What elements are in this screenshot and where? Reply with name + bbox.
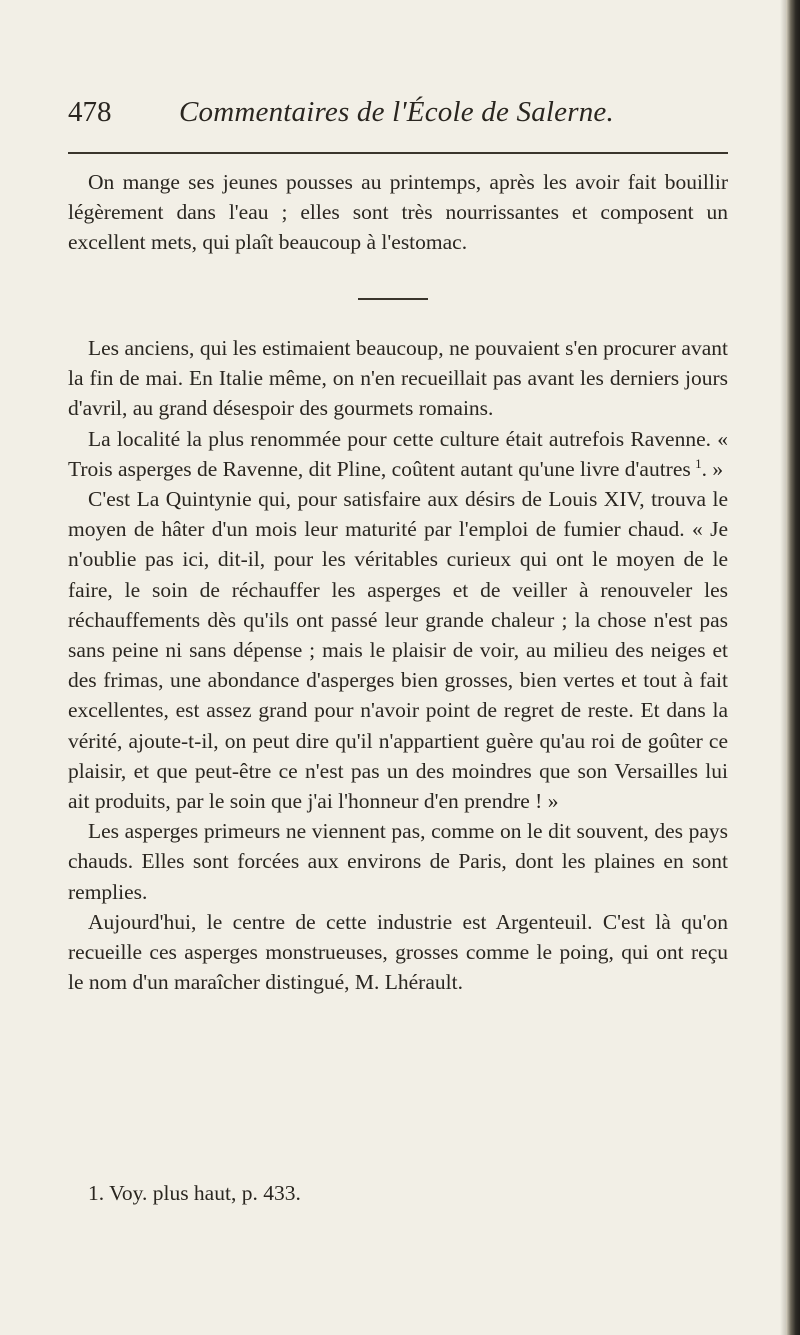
footnote: 1. Voy. plus haut, p. 433.	[88, 1181, 301, 1205]
paragraph: C'est La Quintynie qui, pour satisfaire aux désirs de Louis XIV, trouva le moyen de hâter d'un mois leur maturité par l'emploi de fumier chaud. « Je n'oublie pas ici, dit-il, pour les véritables curieux qui ont le moyen de le faire, le soin de réchauffer les asperges et de veiller à renouveler les réchauffements dès qu'ils ont passé leur grande chaleur ; la chose n'est pas sans peine ni sans dépense ; mais le plaisir de voir, au milieu des neiges et des frimas, une abondance d'asperges bien grosses, bien vertes et tout à fait excellentes, est assez grand pour n'avoir point de regret de reste. Et dans la vérité, ajoute-t-il, on peut dire qu'il n'appartient guère qu'au roi de goûter ce plaisir, et que peut-être ce n'est pas un des moindres que son Versailles lui ait produits, par le soin que j'ai l'honneur d'en prendre ! »	[68, 487, 728, 814]
text-block-main	[68, 333, 728, 997]
paragraph-text: La localité la plus renommée pour cette culture était autrefois Ravenne. « Trois asperges de Ravenne, dit Pline, coûtent autant qu'une livre d'autres	[68, 426, 728, 481]
header-rule	[68, 152, 728, 154]
page-binding-edge	[786, 0, 800, 1335]
section-separator	[358, 298, 428, 300]
page-number: 478	[68, 96, 112, 128]
text-block-top	[68, 167, 728, 258]
paragraph-tail: . »	[701, 456, 724, 481]
footnote-marker: 1	[695, 455, 702, 471]
page-header	[68, 92, 728, 132]
paragraph: Aujourd'hui, le centre de cette industrie est Argenteuil. C'est là qu'on recueille ces asperges monstrueuses, grosses comme le poing, qui ont reçu le nom d'un maraîcher distingué, M. Lhérault.	[68, 909, 728, 995]
running-title: Commentaires de l'École de Salerne.	[179, 96, 614, 128]
paragraph: On mange ses jeunes pousses au printemps, après les avoir fait bouillir légèrement dans l'eau ; elles sont très nourrissantes et composent un excellent mets, qui plaît beaucoup à l'estomac.	[68, 170, 728, 255]
paragraph: Les anciens, qui les estimaient beaucoup, ne pouvaient s'en procurer avant la fin de mai. En Italie même, on n'en recueillait pas avant les derniers jours d'avril, au grand désespoir des gourmets romains.	[68, 336, 728, 421]
paragraph: Les asperges primeurs ne viennent pas, comme on le dit souvent, des pays chauds. Elles sont forcées aux environs de Paris, dont les plaines en sont remplies.	[68, 819, 728, 904]
paragraph-with-note	[68, 424, 728, 484]
